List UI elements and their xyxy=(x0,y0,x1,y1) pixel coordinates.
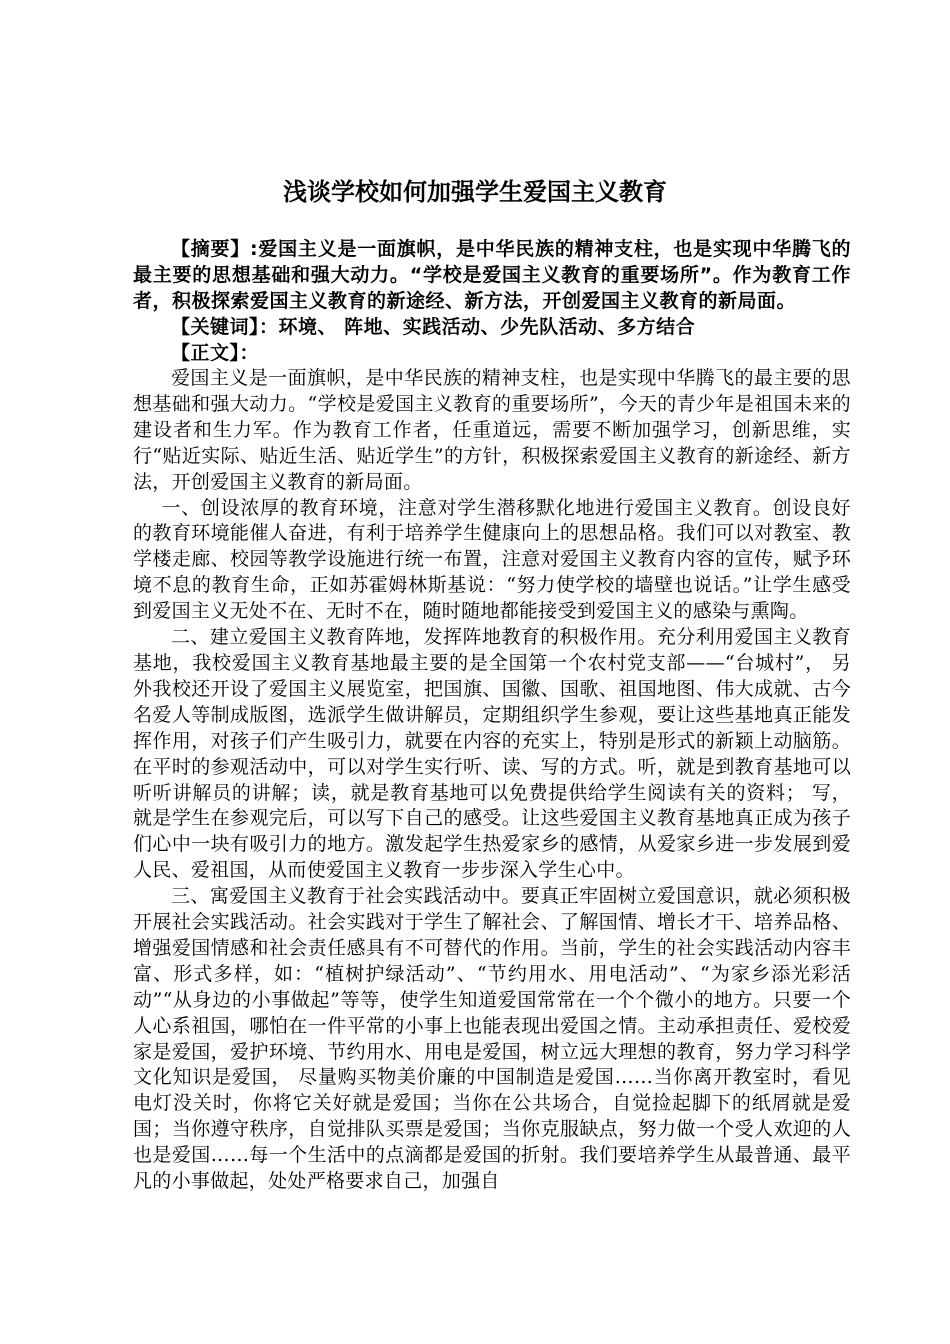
body-paragraph-section-2: 二、建立爱国主义教育阵地，发挥阵地教育的积极作用。充分利用爱国主义教育基地，我校爱国主义教育基地最主要的是全国第一个农村党支部——“台城村”， 另外我校还开设了爱国主义展览室，把国旗、国徽、国歌、祖国地图、伟大成就、古今名爱人等制成版图，选派学生做讲解员，定期组织学生参观，要让这些基地真正能发挥作用，对孩子们产生吸引力，就要在内容的充实上，特别是形式的新颖上动脑筋。在平时的参观活动中，可以对学生实行听、读、写的方式。听，就是到教育基地可以听听讲解员的讲解；读，就是教育基地可以免费提供给学生阅读有关的资料； 写，就是学生在参观完后，可以写下自己的感受。让这些爱国主义教育基地真正成为孩子们心中一块有吸引力的地方。激发起学生热爱家乡的感情，从爱家乡进一步发展到爱人民、爱祖国，从而使爱国主义教育一步步深入学生心中。 xyxy=(133,626,851,882)
body-paragraph-section-1: 一、创设浓厚的教育环境，注意对学生潜移默化地进行爱国主义教育。创设良好的教育环境能催人奋进，有利于培养学生健康向上的思想品格。我们可以对教室、教学楼走廊、校园等教学设施进行统一布置，注意对爱国主义教育内容的宣传，赋予环境不息的教育生命，正如苏霍姆林斯基说：“努力使学校的墙壁也说话。”让学生感受到爱国主义无处不在、无时不在，随时随地都能接受到爱国主义的感染与熏陶。 xyxy=(133,496,851,623)
abstract-paragraph: 【摘要】:爱国主义是一面旗帜，是中华民族的精神支柱，也是实现中华腾飞的最主要的思想基础和强大动力。“学校是爱国主义教育的重要场所”。作为教育工作者，积极探索爱国主义教育的新途经、新方法，开创爱国主义教育的新局面。 xyxy=(133,238,851,312)
document-content xyxy=(133,236,851,1195)
body-text xyxy=(133,366,851,1195)
body-paragraph-intro: 爱国主义是一面旗帜，是中华民族的精神支柱，也是实现中华腾飞的最主要的思想基础和强大动力。“学校是爱国主义教育的重要场所”，今天的青少年是祖国未来的建设者和生力军。作为教育工作者，任重道远，需要不断加强学习，创新思维，实行“贴近实际、贴近生活、贴近学生”的方针，积极探索爱国主义教育的新途经、新方法，开创爱国主义教育的新局面。 xyxy=(133,367,851,493)
document-title: 浅谈学校如何加强学生爱国主义教育 xyxy=(283,178,667,206)
body-paragraph-section-3: 三、寓爱国主义教育于社会实践活动中。要真正牢固树立爱国意识，就必须积极开展社会实践活动。社会实践对于学生了解社会、了解国情、增长才干、培养品格、增强爱国情感和社会责任感具有不可替代的作用。当前，学生的社会实践活动内容丰富、形式多样，如：“植树护绿活动”、“节约用水、用电活动”、“为家乡添光彩活动”“从身边的小事做起”等等，使学生知道爱国常常在一个个微小的地方。只要一个人心系祖国，哪怕在一件平常的小事上也能表现出爱国之情。主动承担责任、爱校爱家是爱国，爱护环境、节约用水、用电是爱国，树立远大理想的教育，努力学习科学文化知识是爱国， 尽量购买物美价廉的中国制造是爱国……当你离开教室时，看见电灯没关时，你将它关好就是爱国；当你在公共场合，自觉捡起脚下的纸屑就是爱国；当你遵守秩序，自觉排队买票是爱国；当你克服缺点，努力做一个受人欢迎的人也是爱国……每一个生活中的点滴都是爱国的折射。我们要培养学生从最普通、最平凡的小事做起，处处严格要求自己，加强自 xyxy=(133,885,851,1193)
body-label: 【正文】： xyxy=(171,342,260,364)
keywords-line: 【关键词】：环境、 阵地、实践活动、少先队活动、多方结合 xyxy=(171,316,696,338)
